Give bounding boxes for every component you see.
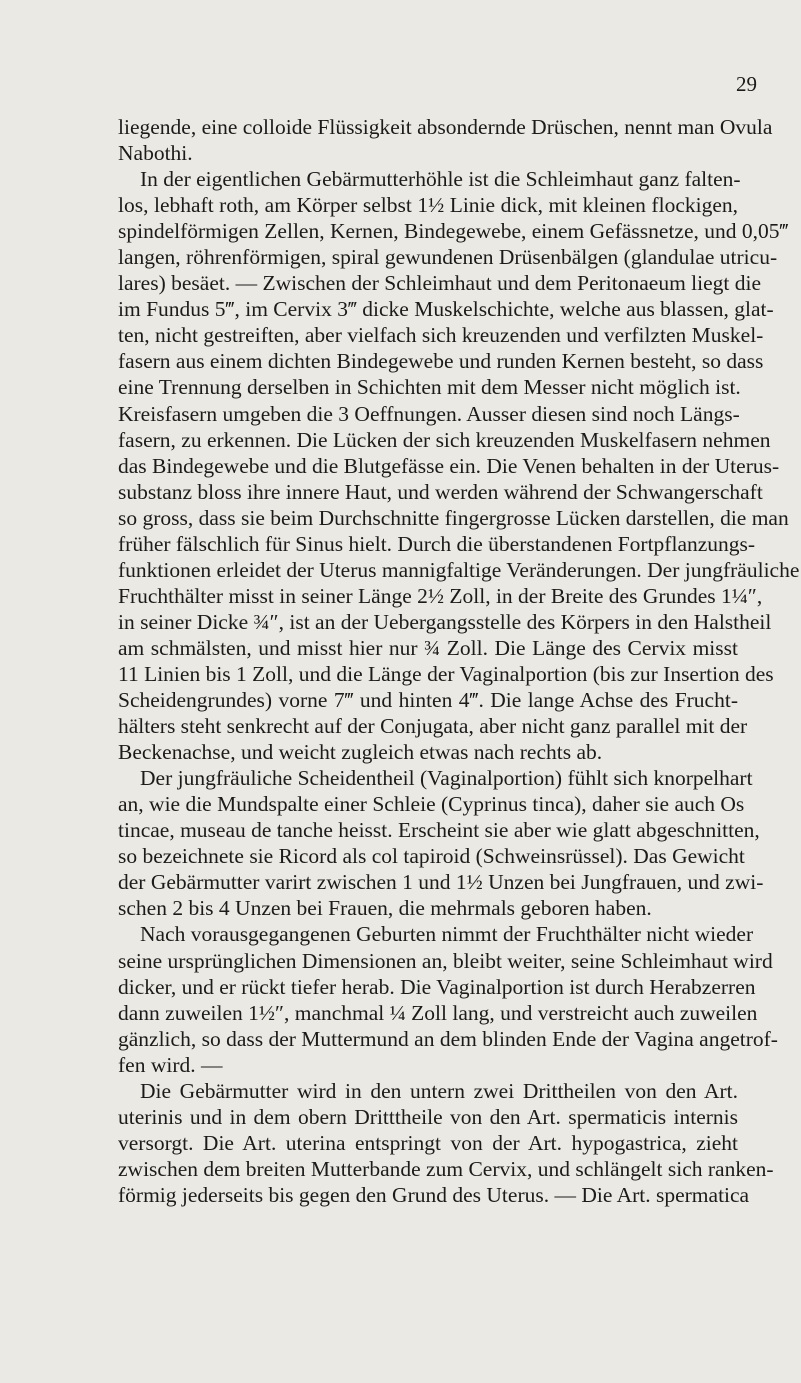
text-line: förmig jederseits bis gegen den Grund des Uterus. — Die Art. spermatica <box>118 1182 750 1207</box>
text-line: Die Gebärmutter wird in den untern zwei Drittheilen von den Art. <box>140 1078 738 1103</box>
text-line: im Fundus 5‴, im Cervix 3‴ dicke Muskelschichte, welche aus blassen, glat- <box>118 297 774 322</box>
text-line: In der eigentlichen Gebärmutterhöhle ist die Schleimhaut ganz falten- <box>140 167 741 192</box>
text-line: Fruchthälter misst in seiner Länge 2½ Zoll, in der Breite des Grundes 1¼″, <box>118 583 763 608</box>
text-line: fasern, zu erkennen. Die Lücken der sich kreuzenden Muskelfasern nehmen <box>118 427 771 452</box>
text-line: früher fälschlich für Sinus hielt. Durch die überstandenen Fortpflanzungs- <box>118 531 756 556</box>
text-line: Nabothi. <box>118 141 193 166</box>
text-line: das Bindegewebe und die Blutgefässe ein. Die Venen behalten in der Uterus- <box>118 453 780 478</box>
text-line: dann zuweilen 1½″, manchmal ¼ Zoll lang, und verstreicht auch zuweilen <box>118 1000 758 1025</box>
text-line: lares) besäet. — Zwischen der Schleimhaut und dem Peritonaeum liegt die <box>118 271 762 296</box>
text-line: dicker, und er rückt tiefer herab. Die Vaginalportion ist durch Herabzerren <box>118 974 756 999</box>
text-line: spindelförmigen Zellen, Kernen, Bindegewebe, einem Gefässnetze, und 0,05‴ <box>118 219 789 244</box>
text-line: Der jungfräuliche Scheidentheil (Vaginalportion) fühlt sich knorpelhart <box>140 766 753 791</box>
text-line: der Gebärmutter varirt zwischen 1 und 1½ Unzen bei Jungfrauen, und zwi- <box>118 870 764 895</box>
text-line: gänzlich, so dass der Muttermund an dem blinden Ende der Vagina angetrof- <box>118 1026 778 1051</box>
text-line: tincae, museau de tanche heisst. Erscheint sie aber wie glatt abgeschnitten, <box>118 818 760 843</box>
text-line: uterinis und in dem obern Dritttheile von den Art. spermaticis internis <box>118 1104 738 1129</box>
text-line: Beckenachse, und weicht zugleich etwas nach rechts ab. <box>118 740 603 765</box>
text-line: fen wird. — <box>118 1052 223 1077</box>
text-line: fasern aus einem dichten Bindegewebe und runden Kernen besteht, so dass <box>118 349 764 374</box>
body-text <box>118 114 800 1208</box>
page-number: 29 <box>736 72 757 96</box>
text-line: 11 Linien bis 1 Zoll, und die Länge der Vaginalportion (bis zur Insertion des <box>118 661 774 686</box>
text-line: substanz bloss ihre innere Haut, und werden während der Schwangerschaft <box>118 479 763 504</box>
text-line: zwischen dem breiten Mutterbande zum Cervix, und schlängelt sich ranken- <box>118 1156 774 1181</box>
text-line: Nach vorausgegangenen Geburten nimmt der Fruchthälter nicht wieder <box>140 922 754 947</box>
text-line: schen 2 bis 4 Unzen bei Frauen, die mehrmals geboren haben. <box>118 896 652 921</box>
text-line: versorgt. Die Art. uterina entspringt von der Art. hypogastrica, zieht <box>118 1130 738 1155</box>
text-line: am schmälsten, und misst hier nur ¾ Zoll. Die Länge des Cervix misst <box>118 635 738 660</box>
text-line: so bezeichnete sie Ricord als col tapiroid (Schweinsrüssel). Das Gewicht <box>118 844 745 869</box>
text-line: so gross, dass sie beim Durchschnitte fingergrosse Lücken darstellen, die man <box>118 505 789 530</box>
text-line: langen, röhrenförmigen, spiral gewundenen Drüsenbälgen (glandulae utricu- <box>118 245 778 270</box>
text-line: los, lebhaft roth, am Körper selbst 1½ Linie dick, mit kleinen flockigen, <box>118 193 738 218</box>
text-line: hälters steht senkrecht auf der Conjugata, aber nicht ganz parallel mit der <box>118 714 748 739</box>
text-line: Kreisfasern umgeben die 3 Oeffnungen. Ausser diesen sind noch Längs- <box>118 401 740 426</box>
text-line: funktionen erleidet der Uterus mannigfaltige Veränderungen. Der jungfräuliche <box>118 557 800 582</box>
text-line: in seiner Dicke ¾″, ist an der Uebergangsstelle des Körpers in den Halstheil <box>118 609 772 634</box>
text-line: seine ursprünglichen Dimensionen an, bleibt weiter, seine Schleimhaut wird <box>118 948 773 973</box>
text-line: eine Trennung derselben in Schichten mit dem Messer nicht möglich ist. <box>118 375 741 400</box>
text-line: an, wie die Mundspalte einer Schleie (Cyprinus tinca), daher sie auch Os <box>118 792 745 817</box>
text-line: liegende, eine colloide Flüssigkeit absondernde Drüschen, nennt man Ovula <box>118 115 773 139</box>
text-line: Scheidengrundes) vorne 7‴ und hinten 4‴. Die lange Achse des Frucht- <box>118 688 738 713</box>
text-line: ten, nicht gestreiften, aber vielfach sich kreuzenden und verfilzten Muskel- <box>118 323 764 348</box>
